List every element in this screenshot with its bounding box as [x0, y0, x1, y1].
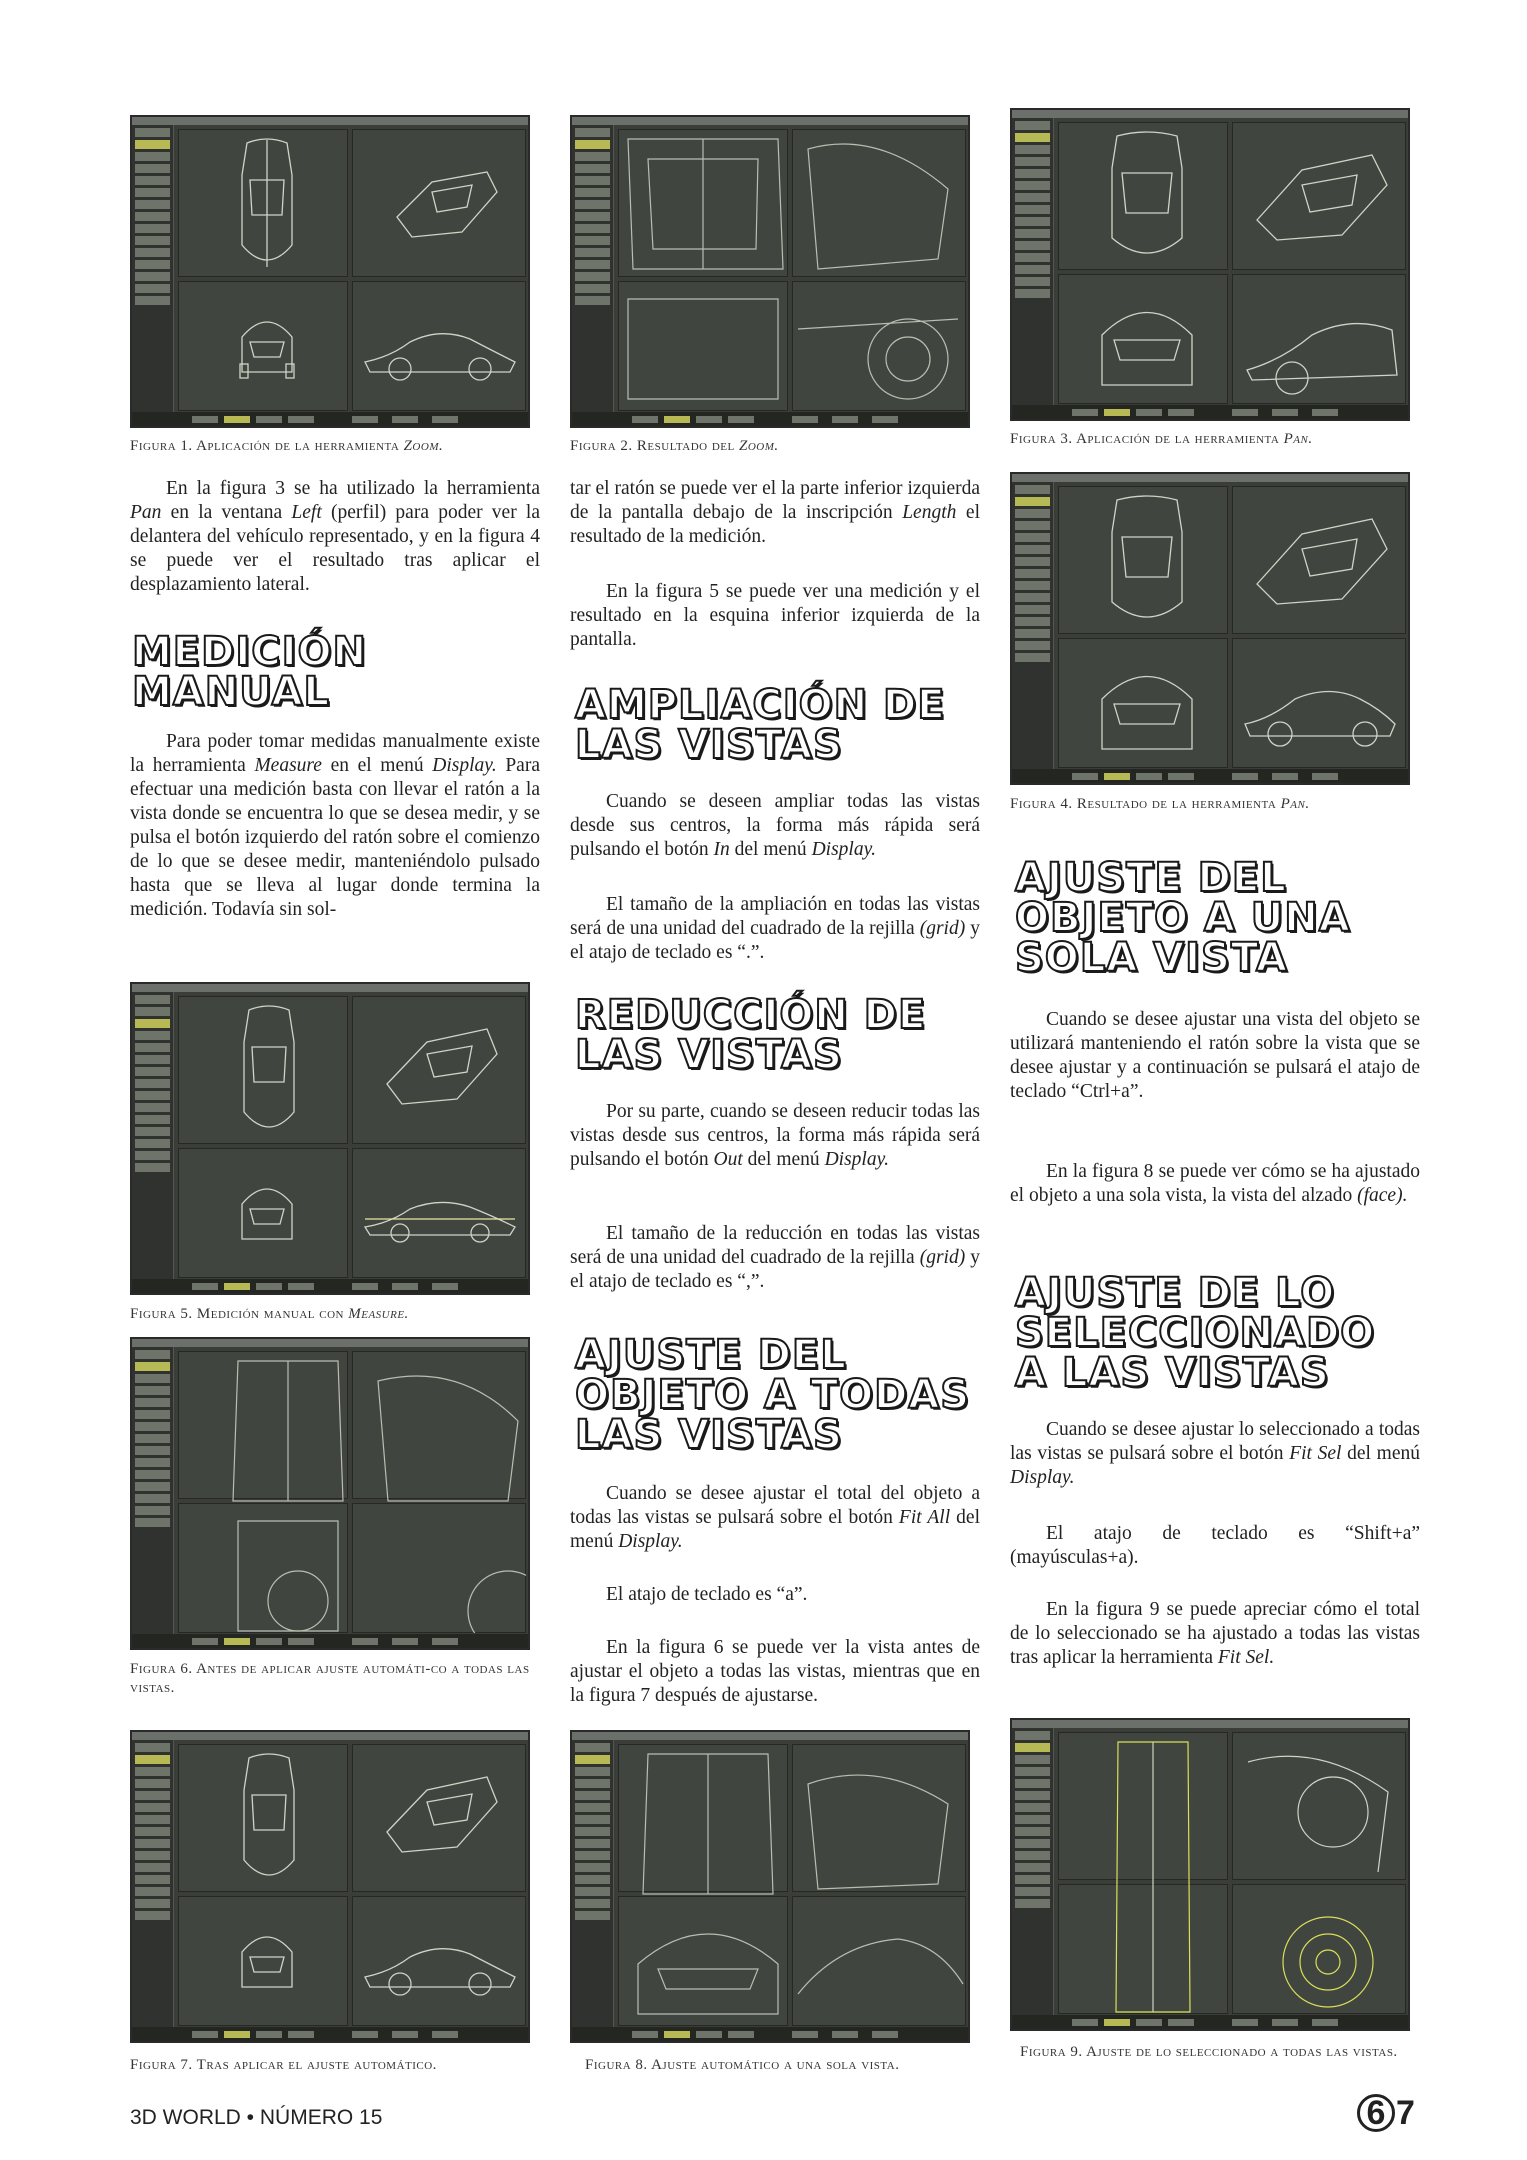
car-wireframe-top: [222, 135, 312, 275]
figure-2-caption: Figura 2. Resultado del Zoom.: [570, 438, 779, 454]
car-wireframe-top: [224, 1750, 314, 1890]
car-wireframe-front: [232, 1917, 302, 1997]
figure-4-screenshot: [1010, 472, 1410, 785]
app-menubar: [572, 1732, 968, 1740]
col2-paragraph-3: Cuando se deseen ampliar todas las vistas desde sus centros, la forma más rápida será pulsando el botón In del menú Display.: [570, 791, 980, 860]
figure-1-screenshot: [130, 115, 530, 428]
app-menubar: [132, 984, 528, 992]
page-number-digit: 7: [1396, 2094, 1415, 2132]
car-wireframe-side: [360, 317, 520, 387]
col2-paragraph-8: El atajo de teclado es “a”.: [606, 1584, 808, 1605]
col3-paragraph-2: En la figura 8 se puede ver cómo se ha ajustado el objeto a una sola vista, la vista del alzado (face).: [1010, 1161, 1420, 1206]
car-wireframe-top: [224, 1002, 314, 1142]
car-wireframe-perspective: [382, 1762, 502, 1862]
heading-ajuste-una-vista: AJUSTE DEL OBJETO A UNA SOLA VISTA: [1015, 855, 1351, 981]
figure-8-screenshot: [570, 1730, 970, 2043]
col2-paragraph-6: El tamaño de la reducción en todas las vistas será de una unidad del cuadrado de la rejilla (grid) y el atajo de teclado es “,”.: [570, 1223, 981, 1292]
car-wireframe-side: [1240, 674, 1400, 754]
tool-sidebar: [572, 1740, 614, 2027]
status-bar: [1012, 769, 1408, 783]
figure-5-screenshot: [130, 982, 530, 1295]
heading-reduccion: REDUCCIÓN DE LAS VISTAS: [575, 992, 927, 1078]
car-wireframe-front: [232, 302, 302, 382]
car-wireframe-top: [1092, 492, 1202, 632]
tool-sidebar: [132, 125, 174, 412]
figure-7-caption: Figura 7. Tras aplicar el ajuste automático.: [130, 2057, 437, 2073]
col2-paragraph-7: Cuando se desee ajustar el total del objeto a todas las vistas se pulsará sobre el botón Fit All del menú Display.: [570, 1483, 980, 1552]
tool-sidebar: [1012, 482, 1054, 769]
heading-medicion-manual: MEDICIÓN MANUAL: [132, 629, 367, 715]
status-bar: [132, 412, 528, 426]
col2-paragraph-2: En la figura 5 se puede ver una medición y el resultado en la esquina inferior izquierda de la pantalla.: [570, 581, 980, 650]
col2-paragraph-1: tar el ratón se puede ver el la parte inferior izquierda de la pantalla debajo de la inscripción Length el resultado de la medición.: [570, 478, 980, 547]
status-bar: [132, 2027, 528, 2041]
col2-paragraph-4: El tamaño de la ampliación en todas las vistas será de una unidad del cuadrado de la rejilla (grid) y el atajo de teclado es “.”.: [570, 894, 981, 963]
figure-9-screenshot: [1010, 1718, 1410, 2031]
car-wireframe-unfitted: [178, 1351, 526, 1633]
status-bar: [1012, 2015, 1408, 2029]
status-bar: [132, 1634, 528, 1648]
col1-paragraph-2: Para poder tomar medidas manualmente existe la herramienta Measure en el menú Display. Para efectuar una medición basta con llevar el ratón a la vista donde se encuentra lo que se desea medir, y se pulsa el botón izquierdo del ratón sobre el comienzo de lo que se desee medir, manteniéndolo pulsado hasta que se lleva al lugar donde termina la medición. Todavía sin sol-: [130, 731, 540, 920]
tool-sidebar: [132, 1740, 174, 2027]
car-wireframe-perspective: [1252, 140, 1392, 250]
col3-paragraph-3: Cuando se desee ajustar lo seleccionado a todas las vistas se pulsará sobre el botón Fit Sel del menú Display.: [1010, 1419, 1420, 1488]
page-number-circled-digit: 6: [1357, 2094, 1395, 2132]
figure-1-caption: Figura 1. Aplicación de la herramienta Zoom.: [130, 438, 444, 454]
app-menubar: [1012, 474, 1408, 482]
status-bar: [572, 2027, 968, 2041]
tool-sidebar: [572, 125, 614, 412]
figure-3-screenshot: [1010, 108, 1410, 421]
status-bar: [132, 1279, 528, 1293]
car-wireframe-side: [1242, 300, 1402, 400]
status-bar: [572, 412, 968, 426]
col3-paragraph-4: El atajo de teclado es “Shift+a” (mayúsculas+a).: [1010, 1523, 1420, 1568]
col3-paragraph-1: Cuando se desee ajustar una vista del objeto se utilizará manteniendo el ratón sobre la vista que se desee ajustar y a continuación se pulsará el atajo de teclado “Ctrl+a”.: [1010, 1009, 1420, 1102]
col1-paragraph-1: En la figura 3 se ha utilizado la herramienta Pan en la ventana Left (perfil) para poder ver la delantera del vehículo representado, y en la figura 4 se puede ver el resultado tras aplicar el desplazamiento lateral.: [130, 478, 540, 595]
figure-9-caption: Figura 9. Ajuste de lo seleccionado a todas las vistas.: [1020, 2044, 1398, 2060]
app-menubar: [572, 117, 968, 125]
car-wireframe-perspective: [392, 157, 502, 247]
heading-ajuste-seleccionado: AJUSTE DE LO SELECCIONADO A LAS VISTAS: [1015, 1270, 1376, 1396]
car-wireframe-zoomed: [618, 129, 966, 411]
figure-5-caption: Figura 5. Medición manual con Measure.: [130, 1306, 409, 1322]
heading-ampliacion: AMPLIACIÓN DE LAS VISTAS: [575, 682, 946, 768]
car-wireframe-perspective: [1252, 504, 1392, 614]
col3-paragraph-5: En la figura 9 se puede apreciar cómo el total de lo seleccionado se ha ajustado a todas las vistas tras aplicar la herramienta Fit Sel.: [1010, 1599, 1420, 1668]
car-wireframe-top: [1092, 128, 1202, 268]
tool-sidebar: [1012, 1728, 1054, 2015]
magazine-footer: 3D WORLD • NÚMERO 15: [130, 2106, 383, 2129]
figure-2-screenshot: [570, 115, 970, 428]
app-menubar: [1012, 1720, 1408, 1728]
app-menubar: [132, 117, 528, 125]
car-wireframe-front: [232, 1169, 302, 1249]
app-menubar: [132, 1732, 528, 1740]
tool-sidebar: [132, 1347, 174, 1634]
figure-8-caption: Figura 8. Ajuste automático a una sola vista.: [585, 2057, 900, 2073]
heading-ajuste-todas: AJUSTE DEL OBJETO A TODAS LAS VISTAS: [575, 1332, 971, 1458]
page-number: [1357, 2094, 1415, 2133]
tool-sidebar: [132, 992, 174, 1279]
col2-paragraph-5: Por su parte, cuando se deseen reducir todas las vistas desde sus centros, la forma más rápida será pulsando el botón Out del menú Display.: [570, 1101, 980, 1170]
figure-3-caption: Figura 3. Aplicación de la herramienta Pan.: [1010, 431, 1313, 447]
figure-7-screenshot: [130, 1730, 530, 2043]
tool-sidebar: [1012, 118, 1054, 405]
selection-wireframe: [1058, 1732, 1406, 2014]
app-menubar: [132, 1339, 528, 1347]
status-bar: [1012, 405, 1408, 419]
car-wireframe-front: [1092, 654, 1202, 764]
figure-6-caption: Figura 6. Antes de aplicar ajuste automáti-co a todas las vistas.: [130, 1661, 530, 1696]
car-wireframe-single-view: [618, 1744, 966, 2026]
car-wireframe-perspective: [382, 1014, 502, 1114]
car-wireframe-front: [1092, 290, 1202, 400]
car-wireframe-side-measure: [360, 1189, 520, 1249]
col2-paragraph-9: En la figura 6 se puede ver la vista antes de ajustar el objeto a todas las vistas, mientras que en la figura 7 después de ajustarse.: [570, 1637, 980, 1706]
figure-6-screenshot: [130, 1337, 530, 1650]
figure-4-caption: Figura 4. Resultado de la herramienta Pan.: [1010, 796, 1310, 812]
car-wireframe-side: [360, 1932, 520, 2002]
app-menubar: [1012, 110, 1408, 118]
